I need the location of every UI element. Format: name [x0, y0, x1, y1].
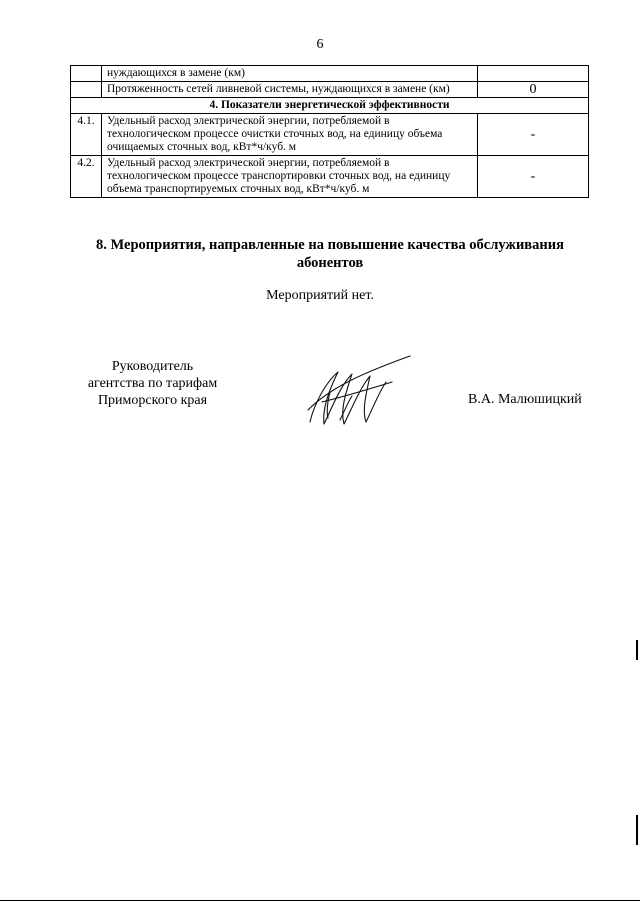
handwritten-signature-icon	[300, 352, 415, 434]
signer-name: В.А. Малюшицкий	[468, 392, 582, 407]
row-number	[71, 66, 102, 82]
signer-position-line: Приморского края	[97, 393, 208, 408]
section-4-title: 4. Показатели энергетической эффективности	[71, 98, 589, 114]
table-row	[71, 82, 589, 98]
row-text: Удельный расход электрической энергии, потребляемой в технологическом процессе транспортировки сточных вод, на единицу объема транспортируемых сточных вод, кВт*ч/куб. м	[102, 156, 478, 198]
no-measures-text: Мероприятий нет.	[266, 288, 374, 303]
row-number: 4.2.	[71, 156, 102, 198]
row-text: Протяженность сетей ливневой системы, нуждающихся в замене (км)	[102, 82, 478, 98]
row-text: нуждающихся в замене (км)	[102, 66, 478, 82]
page-number: 6	[316, 37, 324, 52]
row-number: 4.1.	[71, 114, 102, 156]
row-value	[478, 66, 589, 82]
section-header-row	[71, 98, 589, 114]
row-number	[71, 82, 102, 98]
indicators-table	[70, 65, 589, 198]
scan-edge-mark	[636, 815, 638, 845]
table-row	[71, 114, 589, 156]
table-row	[71, 156, 589, 198]
row-value: -	[478, 114, 589, 156]
signer-position-line: Руководитель	[111, 359, 194, 374]
scan-edge-mark	[636, 640, 638, 660]
scan-bottom-edge	[0, 900, 640, 901]
signer-position-line: агентства по тарифам	[87, 376, 218, 391]
row-value: -	[478, 156, 589, 198]
section-8-heading: 8. Мероприятия, направленные на повышение качества обслуживания абонентов	[96, 237, 564, 271]
table-row	[71, 66, 589, 82]
row-value: 0	[478, 82, 589, 98]
signer-position	[60, 358, 245, 409]
row-text: Удельный расход электрической энергии, потребляемой в технологическом процессе очистки сточных вод, на единицу объема очищаемых сточных вод, кВт*ч/куб. м	[102, 114, 478, 156]
